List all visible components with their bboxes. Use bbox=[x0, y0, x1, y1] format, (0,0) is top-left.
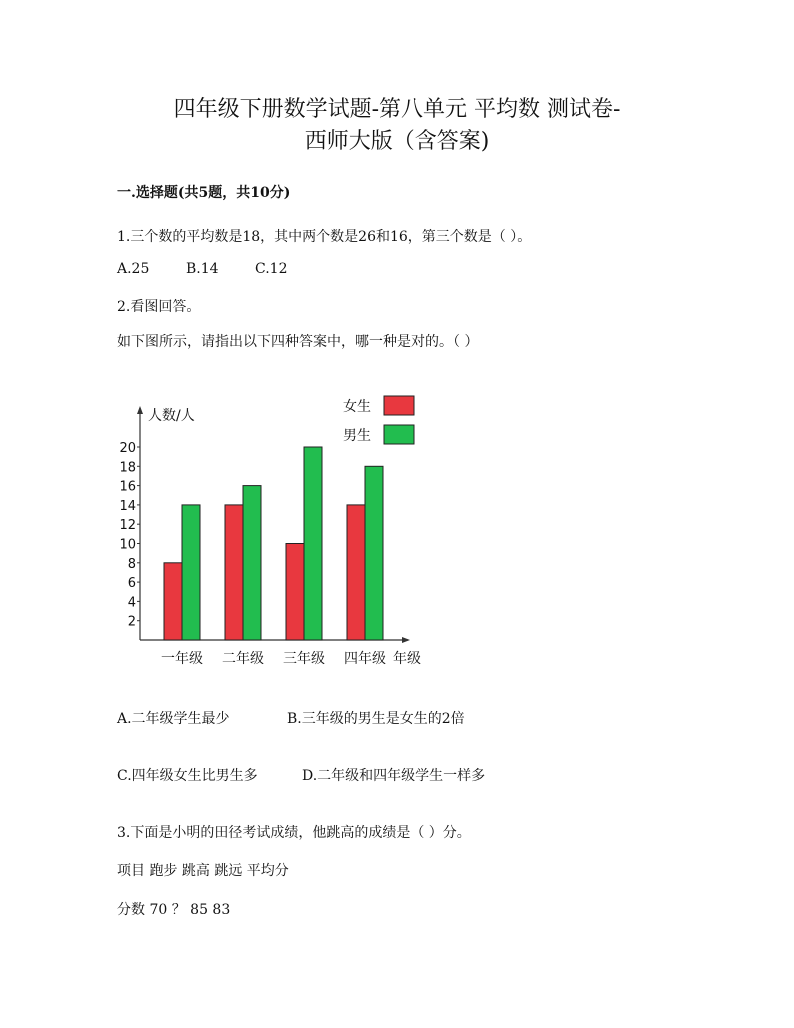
legend-label: 女生 bbox=[343, 399, 371, 415]
question-2-option-c: C.四年级女生比男生多 bbox=[117, 768, 258, 784]
legend-swatch bbox=[384, 425, 414, 444]
question-2-option-b: B.三年级的男生是女生的2倍 bbox=[287, 711, 465, 727]
y-tick-label: 10 bbox=[119, 537, 136, 553]
legend-swatch bbox=[384, 396, 414, 415]
y-tick-label: 12 bbox=[119, 518, 136, 534]
question-2-option-d: D.二年级和四年级学生一样多 bbox=[302, 768, 486, 784]
x-tick-label: 三年级 bbox=[283, 651, 325, 667]
y-tick-label: 20 bbox=[119, 441, 136, 456]
legend-label: 男生 bbox=[343, 428, 371, 444]
x-axis-arrow bbox=[402, 637, 410, 643]
question-1-text: 1.三个数的平均数是18，其中两个数是26和16，第三个数是（ ）。 bbox=[117, 229, 532, 245]
y-axis-arrow bbox=[137, 406, 143, 414]
x-tick-label: 二年级 bbox=[222, 651, 264, 667]
y-tick-label: 8 bbox=[127, 556, 136, 572]
y-tick-label: 6 bbox=[127, 576, 136, 592]
page-title-line1: 四年级下册数学试题-第八单元 平均数 测试卷- bbox=[173, 97, 621, 122]
bar-chart bbox=[110, 388, 440, 673]
bar-boys bbox=[243, 486, 261, 640]
x-axis-label: 年级 bbox=[393, 651, 421, 667]
y-tick-label: 18 bbox=[119, 460, 136, 476]
y-tick-label: 14 bbox=[119, 498, 136, 514]
question-1-option-c: C.12 bbox=[255, 261, 288, 277]
question-1-option-a: A.25 bbox=[117, 261, 150, 277]
bar-boys bbox=[304, 447, 322, 640]
bar-girls bbox=[164, 563, 182, 640]
question-2-text: 2.看图回答。 bbox=[117, 299, 201, 315]
section-heading: 一.选择题(共5题，共10分) bbox=[117, 185, 291, 201]
bar-girls bbox=[286, 544, 304, 641]
question-3-table-header: 项目 跑步 跳高 跳远 平均分 bbox=[117, 863, 289, 879]
bar-boys bbox=[365, 466, 383, 640]
y-tick-label: 4 bbox=[127, 595, 136, 611]
question-3-table-scores: 分数 70 ？ 85 83 bbox=[117, 902, 231, 918]
question-2-option-a: A.二年级学生最少 bbox=[117, 711, 230, 727]
question-1-option-b: B.14 bbox=[186, 261, 219, 277]
y-tick-label: 16 bbox=[119, 479, 136, 495]
x-tick-label: 四年级 bbox=[344, 651, 386, 667]
y-tick-label: 2 bbox=[127, 614, 136, 630]
bar-boys bbox=[182, 505, 200, 640]
bar-girls bbox=[347, 505, 365, 640]
question-3-text: 3.下面是小明的田径考试成绩，他跳高的成绩是（ ）分。 bbox=[117, 825, 471, 841]
bar-girls bbox=[225, 505, 243, 640]
page-title-line2: 西师大版（含答案) bbox=[304, 129, 490, 154]
x-tick-label: 一年级 bbox=[161, 651, 203, 667]
y-axis-label: 人数/人 bbox=[148, 408, 195, 424]
question-2-prompt: 如下图所示，请指出以下四种答案中，哪一种是对的。（ ） bbox=[117, 334, 479, 350]
